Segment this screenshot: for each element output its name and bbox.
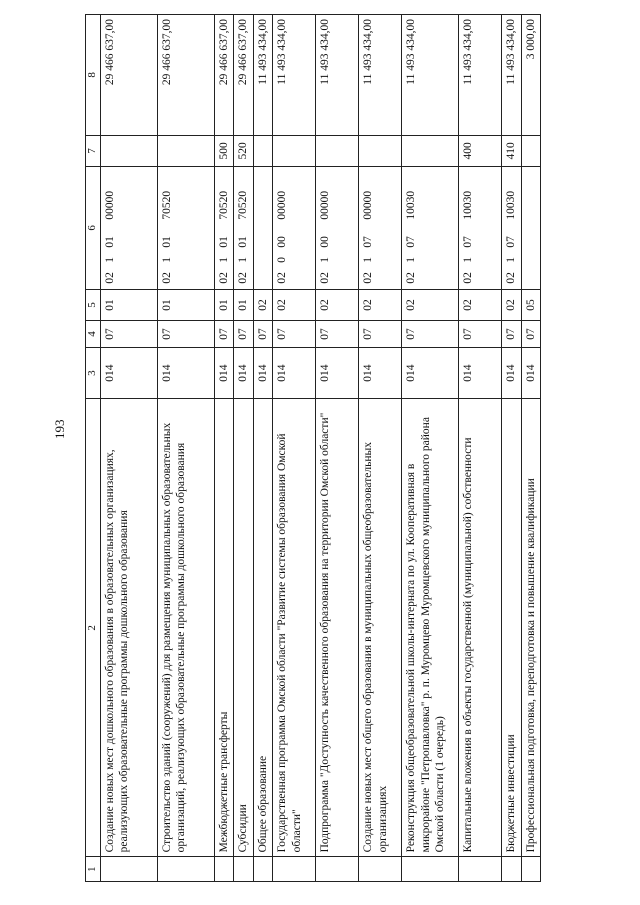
cell-name: Субсидии: [234, 399, 253, 857]
cell-6-part: 07: [362, 236, 375, 248]
cell-3: 014: [253, 347, 272, 398]
cell-4: 07: [158, 321, 215, 348]
col-header-8: 8: [86, 15, 101, 136]
cell-name: Реконструкция общеобразовательной школы-интерната по ул. Кооперативная в микрорайоне "Петропавловка" р. п. Муромцево Муромцевского муниципального района Омской области (1 очередь): [402, 399, 459, 857]
cell-6-part: 00000: [319, 190, 332, 220]
cell-7: 520: [234, 135, 253, 166]
cell-1: [101, 857, 158, 882]
col-header-7: 7: [86, 135, 101, 166]
cell-7: [359, 135, 402, 166]
cell-3: 014: [234, 347, 253, 398]
cell-name: Капитальные вложения в объекты государственной (муниципальной) собственности: [459, 399, 502, 857]
cell-name: Профессиональная подготовка, переподготовка и повышение квалификации: [521, 399, 540, 857]
cell-8: 11 493 434,00: [402, 15, 459, 136]
cell-6: [316, 166, 359, 289]
cell-5: 01: [101, 289, 158, 320]
cell-6-part: 70520: [237, 190, 250, 220]
cell-6-part: 00000: [104, 190, 116, 220]
cell-8: 11 493 434,00: [316, 15, 359, 136]
cell-3: 014: [459, 347, 502, 398]
col-header-6: 6: [86, 166, 101, 289]
col-header-5: 5: [86, 289, 101, 320]
cell-3: 014: [316, 347, 359, 398]
cell-3: 014: [101, 347, 158, 398]
cell-6-part: 10030: [505, 190, 518, 220]
cell-8: 11 493 434,00: [502, 15, 521, 136]
cell-6-part: 10030: [462, 190, 475, 220]
table-row: [234, 15, 253, 882]
cell-3: 014: [359, 347, 402, 398]
cell-6-part: 02: [161, 272, 173, 284]
cell-1: [158, 857, 215, 882]
cell-6-part: 1: [104, 256, 116, 263]
cell-6-part: 01: [218, 236, 230, 248]
cell-7: [253, 135, 272, 166]
cell-name: Общее образование: [253, 399, 272, 857]
cell-1: [234, 857, 253, 882]
header-row: [86, 15, 101, 882]
cell-6-part: 1: [237, 256, 250, 263]
cell-6-part: 01: [237, 236, 250, 248]
cell-7: 410: [502, 135, 521, 166]
cell-name: Создание новых мест дошкольного образования в образовательных организациях, реализующих образовательные программы дошкольного образования: [101, 399, 158, 857]
cell-5: 02: [359, 289, 402, 320]
budget-table-rotated: [85, 14, 610, 882]
table-body: [101, 15, 541, 882]
cell-7: [316, 135, 359, 166]
cell-name: Межбюджетные трансферты: [215, 399, 234, 857]
cell-6-part: 1: [161, 256, 173, 263]
cell-6-part: 02: [362, 272, 375, 284]
cell-4: 07: [402, 321, 459, 348]
cell-6: [273, 166, 316, 289]
table-row: [253, 15, 272, 882]
page-number: 193: [52, 419, 67, 439]
cell-1: [273, 857, 316, 882]
cell-8: 11 493 434,00: [459, 15, 502, 136]
cell-5: 02: [253, 289, 272, 320]
cell-5: 02: [402, 289, 459, 320]
cell-7: [158, 135, 215, 166]
cell-5: 02: [502, 289, 521, 320]
cell-6-part: 1: [462, 256, 475, 263]
cell-6-part: 02: [218, 272, 230, 284]
cell-6: [459, 166, 502, 289]
cell-8: 29 466 637,00: [158, 15, 215, 136]
cell-6-part: 02: [104, 272, 116, 284]
cell-1: [215, 857, 234, 882]
cell-8: 3 000,00: [521, 15, 540, 136]
cell-7: [101, 135, 158, 166]
table-row: [158, 15, 215, 882]
cell-6: [521, 166, 540, 289]
cell-8: 29 466 637,00: [215, 15, 234, 136]
cell-7: [402, 135, 459, 166]
table-row: [273, 15, 316, 882]
cell-6-part: 02: [405, 272, 418, 284]
cell-4: 07: [273, 321, 316, 348]
table-row: [215, 15, 234, 882]
cell-6-part: 01: [161, 236, 173, 248]
cell-5: 01: [215, 289, 234, 320]
cell-6: [502, 166, 521, 289]
table-row: [521, 15, 540, 882]
cell-6: [158, 166, 215, 289]
col-header-3: 3: [86, 347, 101, 398]
cell-1: [316, 857, 359, 882]
cell-6-part: 1: [405, 256, 418, 263]
cell-4: 07: [253, 321, 272, 348]
cell-3: 014: [273, 347, 316, 398]
table-row: [459, 15, 502, 882]
cell-name: Бюджетные инвестиции: [502, 399, 521, 857]
cell-6-part: 0: [276, 256, 289, 263]
cell-1: [402, 857, 459, 882]
cell-5: 01: [158, 289, 215, 320]
col-header-1: 1: [86, 857, 101, 882]
cell-6-part: 70520: [218, 190, 230, 220]
cell-8: 11 493 434,00: [359, 15, 402, 136]
cell-6: [234, 166, 253, 289]
table-row: [316, 15, 359, 882]
cell-6: [101, 166, 158, 289]
cell-5: 02: [273, 289, 316, 320]
cell-6-part: 02: [505, 272, 518, 284]
cell-8: 29 466 637,00: [101, 15, 158, 136]
cell-1: [521, 857, 540, 882]
cell-6-part: 1: [362, 256, 375, 263]
cell-4: 07: [459, 321, 502, 348]
table-row: [101, 15, 158, 882]
cell-name: Подпрограмма "Доступность качественного образования на территории Омской области": [316, 399, 359, 857]
cell-6: [253, 166, 272, 289]
cell-6-part: 70520: [161, 190, 173, 220]
cell-7: [273, 135, 316, 166]
cell-5: 05: [521, 289, 540, 320]
cell-6-part: 07: [405, 236, 418, 248]
cell-7: 400: [459, 135, 502, 166]
cell-4: 07: [101, 321, 158, 348]
cell-1: [253, 857, 272, 882]
col-header-2: 2: [86, 399, 101, 857]
cell-4: 07: [215, 321, 234, 348]
cell-6-part: 02: [462, 272, 475, 284]
budget-table: [85, 14, 541, 882]
cell-3: 014: [521, 347, 540, 398]
cell-4: 07: [234, 321, 253, 348]
cell-3: 014: [402, 347, 459, 398]
cell-4: 07: [502, 321, 521, 348]
cell-6-part: 07: [505, 236, 518, 248]
table-row: [359, 15, 402, 882]
cell-6-part: 07: [462, 236, 475, 248]
table-row: [502, 15, 521, 882]
cell-4: 07: [359, 321, 402, 348]
cell-6-part: 02: [237, 272, 250, 284]
cell-5: 02: [316, 289, 359, 320]
cell-4: 07: [316, 321, 359, 348]
cell-6-part: 00: [276, 236, 289, 248]
cell-1: [359, 857, 402, 882]
cell-3: 014: [158, 347, 215, 398]
cell-6-part: 1: [505, 256, 518, 263]
table-row: [402, 15, 459, 882]
cell-6-part: 00: [319, 236, 332, 248]
cell-6-part: 02: [276, 272, 289, 284]
cell-5: 02: [459, 289, 502, 320]
col-header-4: 4: [86, 321, 101, 348]
cell-6-part: 1: [319, 256, 332, 263]
cell-6: [215, 166, 234, 289]
cell-7: [521, 135, 540, 166]
cell-6-part: 1: [218, 256, 230, 263]
cell-4: 07: [521, 321, 540, 348]
cell-6: [359, 166, 402, 289]
cell-6-part: 01: [104, 236, 116, 248]
cell-5: 01: [234, 289, 253, 320]
cell-8: 29 466 637,00: [234, 15, 253, 136]
cell-6-part: 10030: [405, 190, 418, 220]
cell-7: 500: [215, 135, 234, 166]
cell-name: Строительство зданий (сооружений) для размещения муниципальных образовательных организаций, реализующих образовательные программы дошкольного образования: [158, 399, 215, 857]
cell-8: 11 493 434,00: [273, 15, 316, 136]
cell-name: Создание новых мест общего образования в муниципальных общеобразовательных организациях: [359, 399, 402, 857]
cell-1: [459, 857, 502, 882]
cell-3: 014: [215, 347, 234, 398]
cell-1: [502, 857, 521, 882]
cell-name: Государственная программа Омской области "Развитие системы образования Омской области": [273, 399, 316, 857]
cell-6-part: 02: [319, 272, 332, 284]
cell-6: [402, 166, 459, 289]
cell-6-part: 00000: [276, 190, 289, 220]
cell-3: 014: [502, 347, 521, 398]
cell-6-part: 00000: [362, 190, 375, 220]
cell-8: 11 493 434,00: [253, 15, 272, 136]
